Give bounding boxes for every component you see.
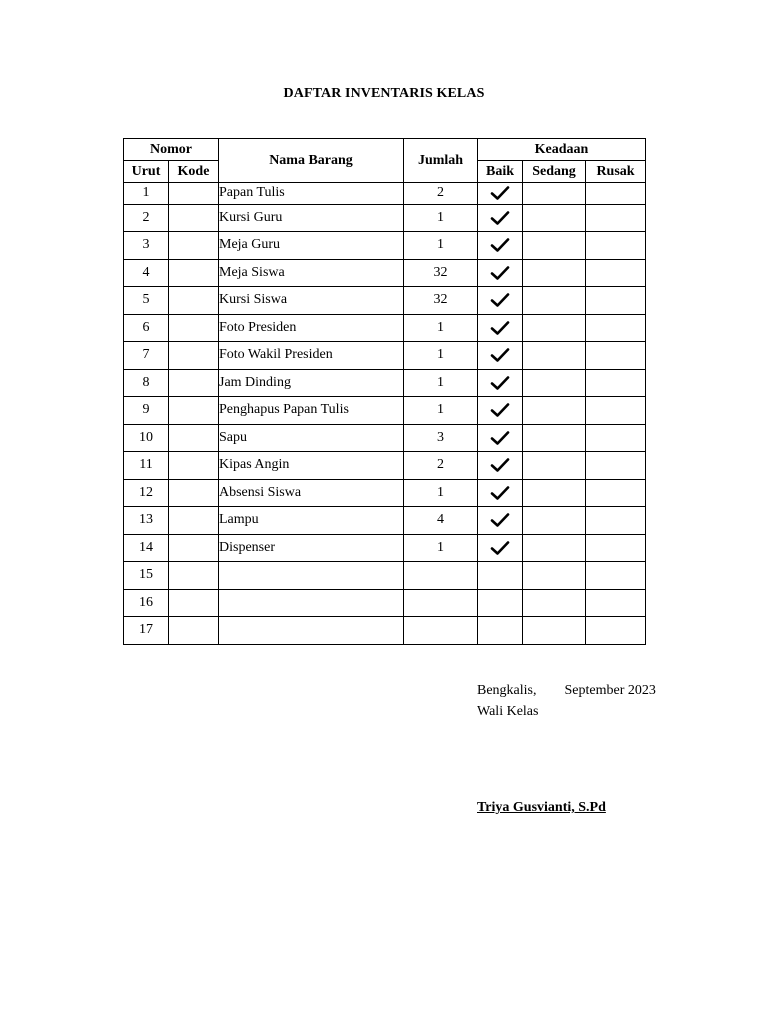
table-row <box>124 562 646 590</box>
cell-sedang <box>523 589 586 617</box>
cell-baik <box>478 507 523 535</box>
cell-nama-barang: Meja Guru <box>219 232 404 260</box>
cell-kode <box>169 479 219 507</box>
cell-nama-barang: Kipas Angin <box>219 452 404 480</box>
cell-urut: 2 <box>124 204 169 232</box>
cell-baik <box>478 204 523 232</box>
cell-urut: 4 <box>124 259 169 287</box>
cell-baik <box>478 589 523 617</box>
header-kode: Kode <box>169 161 219 183</box>
cell-kode <box>169 562 219 590</box>
cell-jumlah: 2 <box>404 183 478 205</box>
cell-nama-barang: Foto Presiden <box>219 314 404 342</box>
checkmark-icon <box>490 237 510 253</box>
cell-baik <box>478 534 523 562</box>
cell-nama-barang: Meja Siswa <box>219 259 404 287</box>
cell-rusak <box>586 534 646 562</box>
cell-rusak <box>586 617 646 645</box>
cell-jumlah <box>404 589 478 617</box>
cell-jumlah: 32 <box>404 259 478 287</box>
cell-kode <box>169 287 219 315</box>
cell-kode <box>169 507 219 535</box>
cell-nama-barang: Foto Wakil Presiden <box>219 342 404 370</box>
cell-jumlah <box>404 562 478 590</box>
cell-jumlah: 3 <box>404 424 478 452</box>
cell-sedang <box>523 232 586 260</box>
cell-urut: 12 <box>124 479 169 507</box>
cell-urut: 17 <box>124 617 169 645</box>
checkmark-icon <box>490 265 510 281</box>
cell-sedang <box>523 617 586 645</box>
cell-urut: 5 <box>124 287 169 315</box>
cell-nama-barang: Kursi Siswa <box>219 287 404 315</box>
cell-urut: 6 <box>124 314 169 342</box>
cell-jumlah: 1 <box>404 397 478 425</box>
header-jumlah: Jumlah <box>404 139 478 183</box>
table-row <box>124 287 646 315</box>
table-row <box>124 397 646 425</box>
cell-baik <box>478 369 523 397</box>
signature-name: Triya Gusvianti, S.Pd <box>477 800 606 815</box>
cell-jumlah <box>404 617 478 645</box>
cell-nama-barang <box>219 562 404 590</box>
cell-rusak <box>586 479 646 507</box>
cell-jumlah: 1 <box>404 479 478 507</box>
cell-sedang <box>523 183 586 205</box>
cell-baik <box>478 562 523 590</box>
cell-urut: 7 <box>124 342 169 370</box>
cell-sedang <box>523 397 586 425</box>
cell-nama-barang: Dispenser <box>219 534 404 562</box>
cell-jumlah: 1 <box>404 342 478 370</box>
table-row <box>124 369 646 397</box>
table-row <box>124 452 646 480</box>
checkmark-icon <box>490 375 510 391</box>
checkmark-icon <box>490 512 510 528</box>
table-row <box>124 617 646 645</box>
table-row <box>124 314 646 342</box>
cell-rusak <box>586 183 646 205</box>
cell-sedang <box>523 204 586 232</box>
cell-urut: 9 <box>124 397 169 425</box>
cell-baik <box>478 617 523 645</box>
cell-rusak <box>586 287 646 315</box>
cell-baik <box>478 259 523 287</box>
cell-nama-barang <box>219 617 404 645</box>
cell-baik <box>478 397 523 425</box>
cell-urut: 1 <box>124 183 169 205</box>
cell-urut: 14 <box>124 534 169 562</box>
cell-kode <box>169 452 219 480</box>
checkmark-icon <box>490 320 510 336</box>
table-header <box>124 139 646 183</box>
cell-sedang <box>523 534 586 562</box>
cell-rusak <box>586 507 646 535</box>
cell-sedang <box>523 369 586 397</box>
table-row <box>124 259 646 287</box>
cell-kode <box>169 589 219 617</box>
table-row <box>124 424 646 452</box>
cell-nama-barang: Penghapus Papan Tulis <box>219 397 404 425</box>
checkmark-icon <box>490 347 510 363</box>
cell-rusak <box>586 314 646 342</box>
table-row <box>124 507 646 535</box>
cell-baik <box>478 342 523 370</box>
cell-nama-barang: Absensi Siswa <box>219 479 404 507</box>
inventory-table <box>123 138 646 645</box>
table-row <box>124 479 646 507</box>
cell-nama-barang: Jam Dinding <box>219 369 404 397</box>
header-nama-barang: Nama Barang <box>219 139 404 183</box>
cell-sedang <box>523 507 586 535</box>
cell-urut: 13 <box>124 507 169 535</box>
cell-jumlah: 1 <box>404 314 478 342</box>
checkmark-icon <box>490 402 510 418</box>
cell-urut: 8 <box>124 369 169 397</box>
header-urut: Urut <box>124 161 169 183</box>
cell-kode <box>169 617 219 645</box>
checkmark-icon <box>490 485 510 501</box>
cell-baik <box>478 287 523 315</box>
cell-kode <box>169 204 219 232</box>
cell-baik <box>478 183 523 205</box>
cell-urut: 16 <box>124 589 169 617</box>
cell-rusak <box>586 369 646 397</box>
cell-sedang <box>523 479 586 507</box>
cell-rusak <box>586 342 646 370</box>
cell-kode <box>169 232 219 260</box>
cell-sedang <box>523 562 586 590</box>
cell-sedang <box>523 287 586 315</box>
checkmark-icon <box>490 430 510 446</box>
signature-date: September 2023 <box>564 683 656 698</box>
cell-kode <box>169 369 219 397</box>
cell-kode <box>169 314 219 342</box>
cell-sedang <box>523 452 586 480</box>
cell-jumlah: 32 <box>404 287 478 315</box>
cell-rusak <box>586 204 646 232</box>
cell-kode <box>169 534 219 562</box>
signature-role: Wali Kelas <box>477 704 539 719</box>
cell-rusak <box>586 232 646 260</box>
header-baik: Baik <box>478 161 523 183</box>
cell-sedang <box>523 314 586 342</box>
table-row <box>124 232 646 260</box>
cell-rusak <box>586 562 646 590</box>
cell-kode <box>169 424 219 452</box>
cell-rusak <box>586 424 646 452</box>
cell-urut: 3 <box>124 232 169 260</box>
table-row <box>124 589 646 617</box>
cell-nama-barang: Lampu <box>219 507 404 535</box>
cell-kode <box>169 183 219 205</box>
cell-baik <box>478 314 523 342</box>
cell-nama-barang: Kursi Guru <box>219 204 404 232</box>
checkmark-icon <box>490 185 510 201</box>
cell-baik <box>478 424 523 452</box>
cell-jumlah: 1 <box>404 204 478 232</box>
cell-baik <box>478 232 523 260</box>
cell-urut: 15 <box>124 562 169 590</box>
checkmark-icon <box>490 210 510 226</box>
document-title: DAFTAR INVENTARIS KELAS <box>283 86 485 101</box>
header-sedang: Sedang <box>523 161 586 183</box>
cell-nama-barang: Sapu <box>219 424 404 452</box>
cell-sedang <box>523 424 586 452</box>
cell-rusak <box>586 589 646 617</box>
cell-rusak <box>586 452 646 480</box>
signature-place-date <box>477 683 656 699</box>
cell-urut: 10 <box>124 424 169 452</box>
table-row <box>124 204 646 232</box>
table-body <box>124 183 646 645</box>
cell-rusak <box>586 397 646 425</box>
header-nomor: Nomor <box>124 139 219 161</box>
cell-kode <box>169 342 219 370</box>
checkmark-icon <box>490 292 510 308</box>
cell-baik <box>478 479 523 507</box>
cell-urut: 11 <box>124 452 169 480</box>
cell-jumlah: 4 <box>404 507 478 535</box>
cell-jumlah: 1 <box>404 232 478 260</box>
cell-nama-barang <box>219 589 404 617</box>
table-row <box>124 183 646 205</box>
cell-nama-barang: Papan Tulis <box>219 183 404 205</box>
signature-place: Bengkalis, <box>477 683 537 698</box>
cell-jumlah: 1 <box>404 369 478 397</box>
header-rusak: Rusak <box>586 161 646 183</box>
cell-baik <box>478 452 523 480</box>
table-row <box>124 534 646 562</box>
cell-sedang <box>523 259 586 287</box>
cell-jumlah: 1 <box>404 534 478 562</box>
checkmark-icon <box>490 540 510 556</box>
header-keadaan: Keadaan <box>478 139 646 161</box>
cell-rusak <box>586 259 646 287</box>
checkmark-icon <box>490 457 510 473</box>
cell-sedang <box>523 342 586 370</box>
cell-jumlah: 2 <box>404 452 478 480</box>
cell-kode <box>169 397 219 425</box>
cell-kode <box>169 259 219 287</box>
table-row <box>124 342 646 370</box>
